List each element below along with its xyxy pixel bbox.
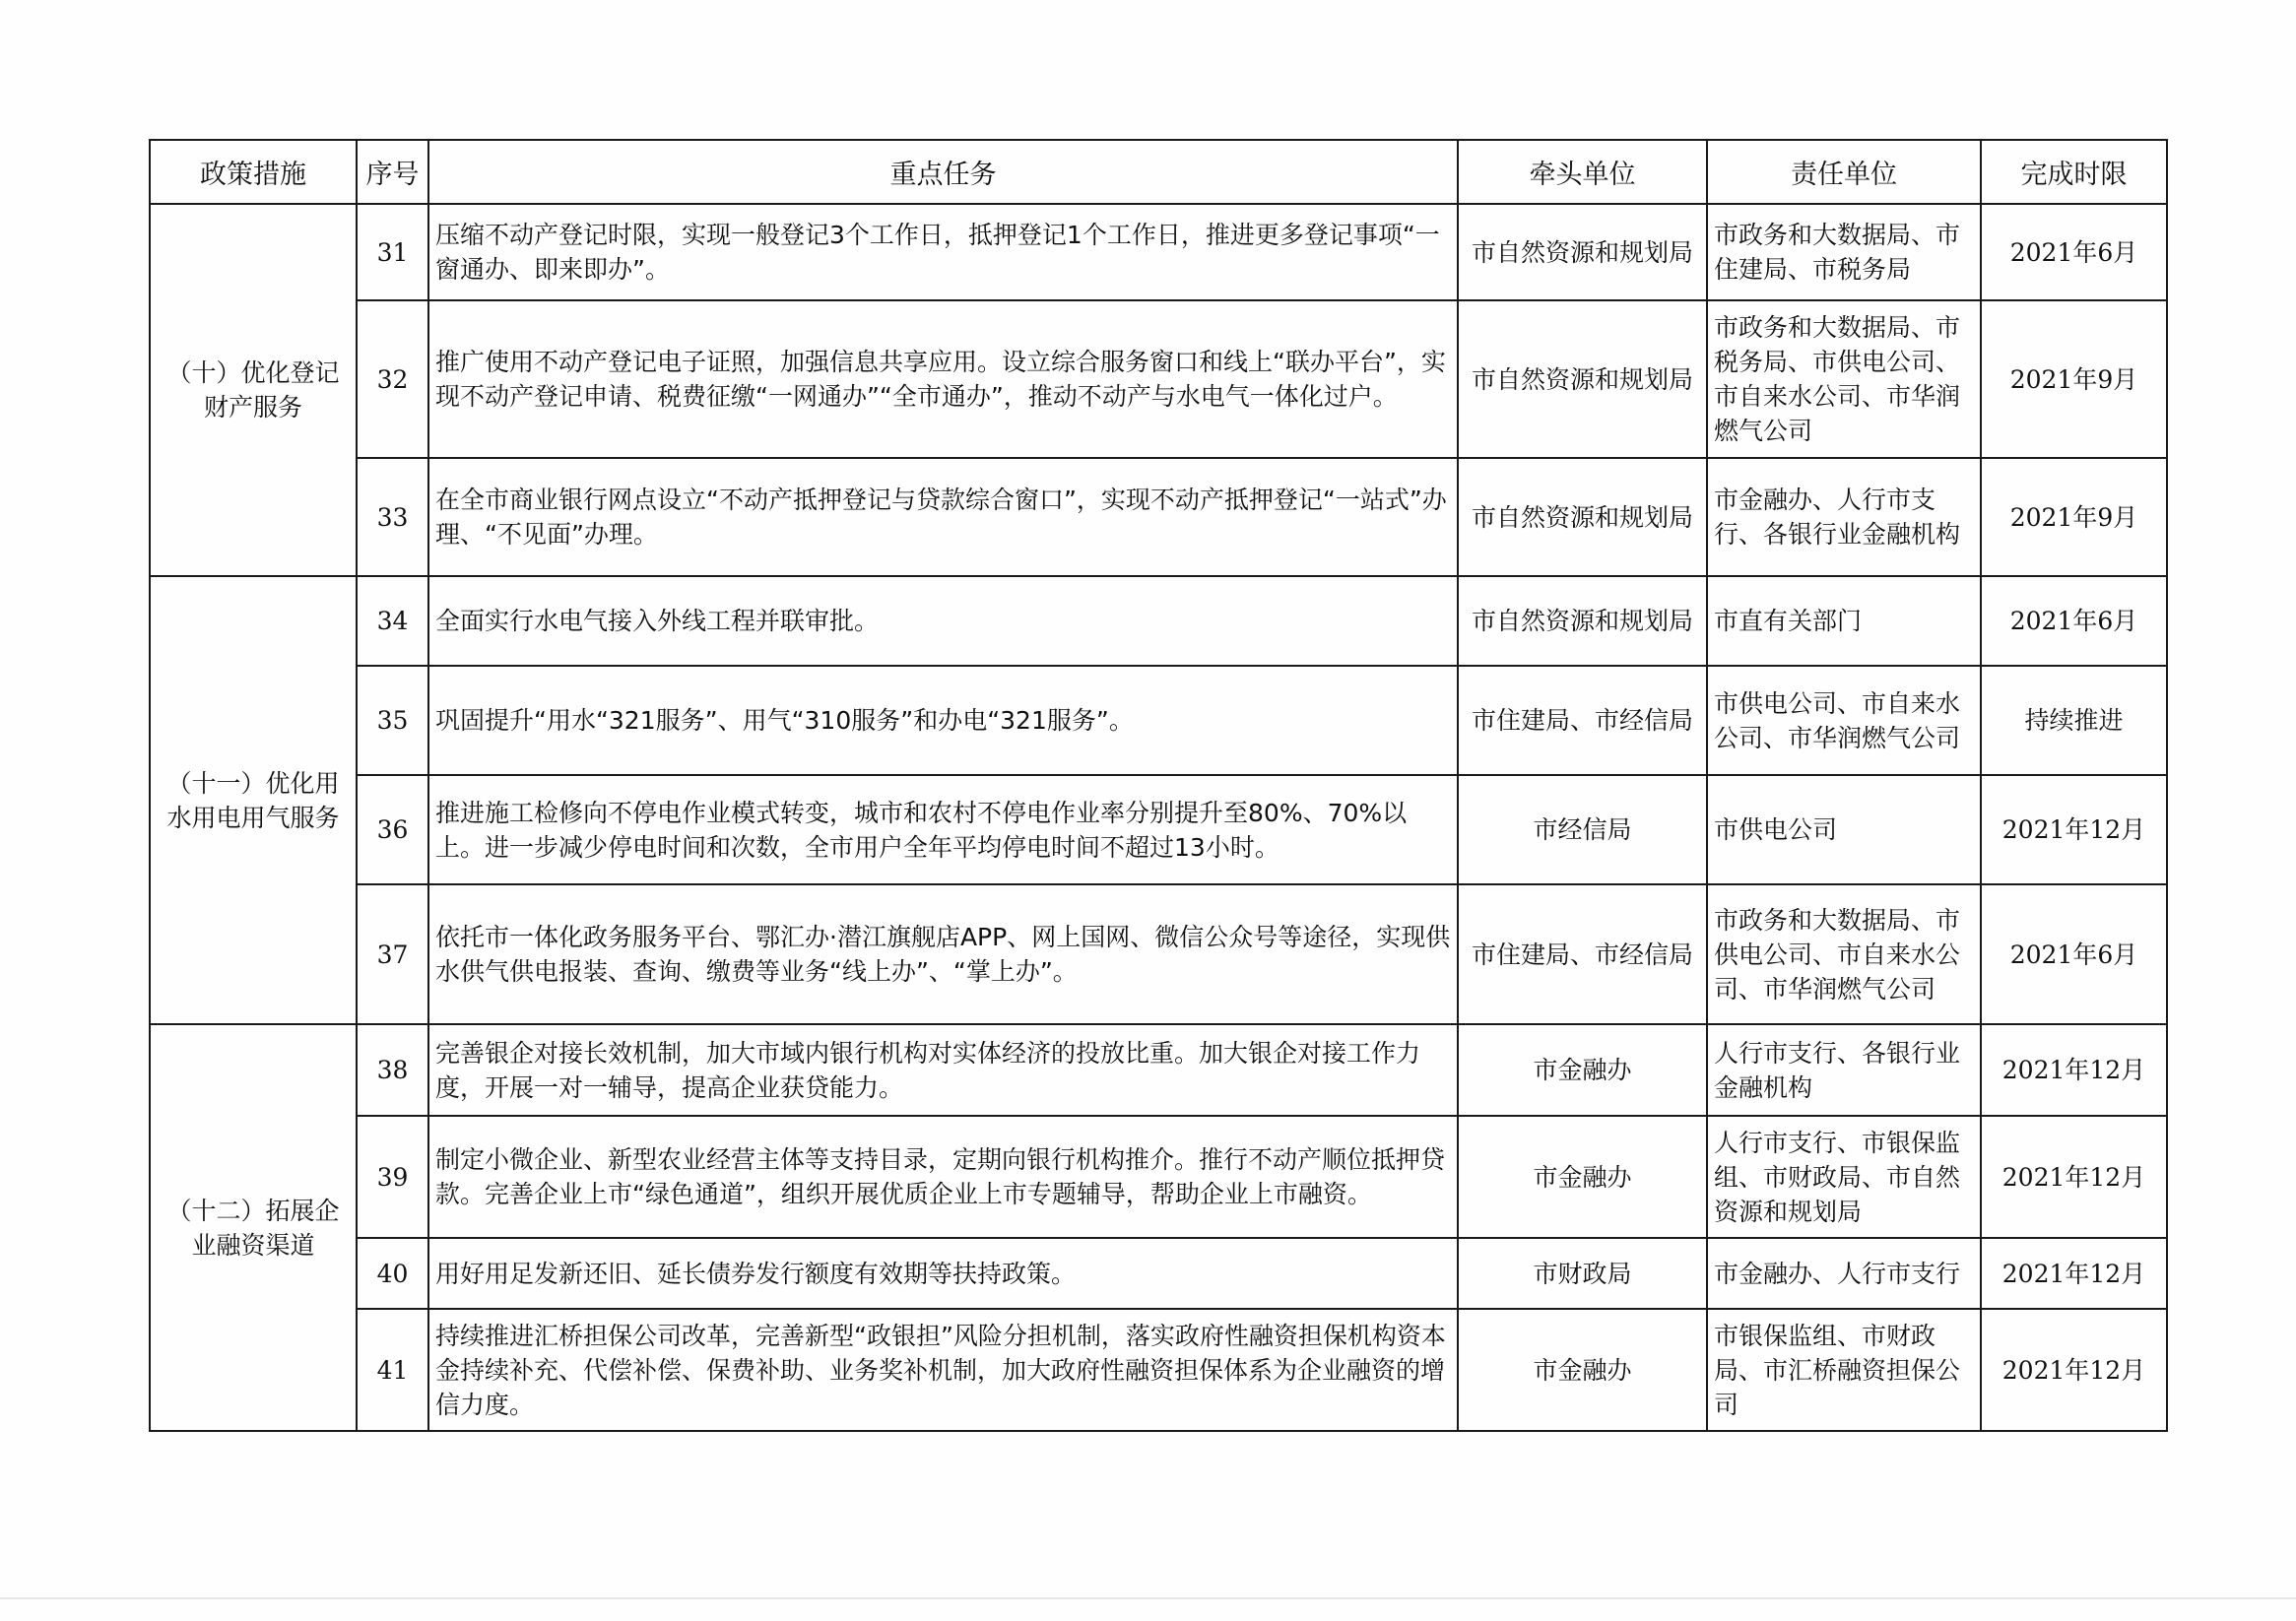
row-number: 31 (357, 204, 428, 300)
lead-unit-cell: 市财政局 (1458, 1238, 1707, 1309)
responsible-unit-cell: 人行市支行、各银行业金融机构 (1707, 1024, 1981, 1116)
row-number: 37 (357, 884, 428, 1024)
table-row (150, 576, 2167, 666)
lead-unit-cell: 市金融办 (1458, 1309, 1707, 1431)
lead-unit-cell: 市金融办 (1458, 1116, 1707, 1238)
responsible-unit-cell: 市供电公司 (1707, 775, 1981, 884)
row-number: 38 (357, 1024, 428, 1116)
deadline-cell: 2021年12月 (1981, 1309, 2167, 1431)
row-number: 36 (357, 775, 428, 884)
row-number: 35 (357, 666, 428, 775)
table-row (150, 1116, 2167, 1238)
responsible-unit-cell: 市金融办、人行市支行、各银行业金融机构 (1707, 458, 1981, 576)
task-cell: 推进施工检修向不停电作业模式转变，城市和农村不停电作业率分别提升至80%、70%以上。进一步减少停电时间和次数，全市用户全年平均停电时间不超过13小时。 (428, 775, 1458, 884)
deadline-cell: 2021年12月 (1981, 775, 2167, 884)
task-cell: 完善银企对接长效机制，加大市域内银行机构对实体经济的投放比重。加大银企对接工作力度，开展一对一辅导，提高企业获贷能力。 (428, 1024, 1458, 1116)
lead-unit-cell: 市自然资源和规划局 (1458, 576, 1707, 666)
table-row (150, 1238, 2167, 1309)
header-deadline: 完成时限 (1981, 140, 2167, 204)
task-cell: 依托市一体化政务服务平台、鄂汇办·潜江旗舰店APP、网上国网、微信公众号等途径，实现供水供气供电报装、查询、缴费等业务“线上办”、“掌上办”。 (428, 884, 1458, 1024)
task-cell: 用好用足发新还旧、延长债券发行额度有效期等扶持政策。 (428, 1238, 1458, 1309)
row-number: 40 (357, 1238, 428, 1309)
policy-measure-cell: （十一）优化用水用电用气服务 (150, 576, 357, 1024)
header-task: 重点任务 (428, 140, 1458, 204)
lead-unit-cell: 市自然资源和规划局 (1458, 300, 1707, 458)
task-cell: 全面实行水电气接入外线工程并联审批。 (428, 576, 1458, 666)
responsible-unit-cell: 市政务和大数据局、市供电公司、市自来水公司、市华润燃气公司 (1707, 884, 1981, 1024)
lead-unit-cell: 市自然资源和规划局 (1458, 458, 1707, 576)
header-resp: 责任单位 (1707, 140, 1981, 204)
lead-unit-cell: 市金融办 (1458, 1024, 1707, 1116)
deadline-cell: 2021年12月 (1981, 1024, 2167, 1116)
table-row (150, 666, 2167, 775)
row-number: 34 (357, 576, 428, 666)
responsible-unit-cell: 市金融办、人行市支行 (1707, 1238, 1981, 1309)
scan-edge-line (0, 1597, 2296, 1599)
responsible-unit-cell: 市银保监组、市财政局、市汇桥融资担保公司 (1707, 1309, 1981, 1431)
deadline-cell: 2021年9月 (1981, 458, 2167, 576)
table-row (150, 1024, 2167, 1116)
deadline-cell: 2021年9月 (1981, 300, 2167, 458)
responsible-unit-cell: 人行市支行、市银保监组、市财政局、市自然资源和规划局 (1707, 1116, 1981, 1238)
policy-measure-cell: （十）优化登记财产服务 (150, 204, 357, 576)
task-cell: 持续推进汇桥担保公司改革，完善新型“政银担”风险分担机制，落实政府性融资担保机构资本金持续补充、代偿补偿、保费补助、业务奖补机制，加大政府性融资担保体系为企业融资的增信力度。 (428, 1309, 1458, 1431)
responsible-unit-cell: 市政务和大数据局、市税务局、市供电公司、市自来水公司、市华润燃气公司 (1707, 300, 1981, 458)
policy-table (149, 139, 2168, 1432)
deadline-cell: 2021年12月 (1981, 1116, 2167, 1238)
table-row (150, 458, 2167, 576)
deadline-cell: 2021年6月 (1981, 204, 2167, 300)
table-row (150, 775, 2167, 884)
table-row (150, 300, 2167, 458)
policy-measure-cell: （十二）拓展企业融资渠道 (150, 1024, 357, 1431)
row-number: 33 (357, 458, 428, 576)
row-number: 41 (357, 1309, 428, 1431)
deadline-cell: 持续推进 (1981, 666, 2167, 775)
responsible-unit-cell: 市供电公司、市自来水公司、市华润燃气公司 (1707, 666, 1981, 775)
task-cell: 压缩不动产登记时限，实现一般登记3个工作日，抵押登记1个工作日，推进更多登记事项“一窗通办、即来即办”。 (428, 204, 1458, 300)
deadline-cell: 2021年12月 (1981, 1238, 2167, 1309)
row-number: 32 (357, 300, 428, 458)
lead-unit-cell: 市住建局、市经信局 (1458, 884, 1707, 1024)
header-lead: 牵头单位 (1458, 140, 1707, 204)
header-measure: 政策措施 (150, 140, 357, 204)
header-num: 序号 (357, 140, 428, 204)
task-cell: 制定小微企业、新型农业经营主体等支持目录，定期向银行机构推介。推行不动产顺位抵押贷款。完善企业上市“绿色通道”，组织开展优质企业上市专题辅导，帮助企业上市融资。 (428, 1116, 1458, 1238)
task-cell: 推广使用不动产登记电子证照，加强信息共享应用。设立综合服务窗口和线上“联办平台”，实现不动产登记申请、税费征缴“一网通办”“全市通办”，推动不动产与水电气一体化过户。 (428, 300, 1458, 458)
lead-unit-cell: 市住建局、市经信局 (1458, 666, 1707, 775)
responsible-unit-cell: 市直有关部门 (1707, 576, 1981, 666)
table-header-row (150, 140, 2167, 204)
row-number: 39 (357, 1116, 428, 1238)
deadline-cell: 2021年6月 (1981, 884, 2167, 1024)
responsible-unit-cell: 市政务和大数据局、市住建局、市税务局 (1707, 204, 1981, 300)
table-row (150, 884, 2167, 1024)
task-cell: 在全市商业银行网点设立“不动产抵押登记与贷款综合窗口”，实现不动产抵押登记“一站式”办理、“不见面”办理。 (428, 458, 1458, 576)
lead-unit-cell: 市经信局 (1458, 775, 1707, 884)
deadline-cell: 2021年6月 (1981, 576, 2167, 666)
table-row (150, 204, 2167, 300)
task-cell: 巩固提升“用水“321服务”、用气“310服务”和办电“321服务”。 (428, 666, 1458, 775)
table-row (150, 1309, 2167, 1431)
lead-unit-cell: 市自然资源和规划局 (1458, 204, 1707, 300)
